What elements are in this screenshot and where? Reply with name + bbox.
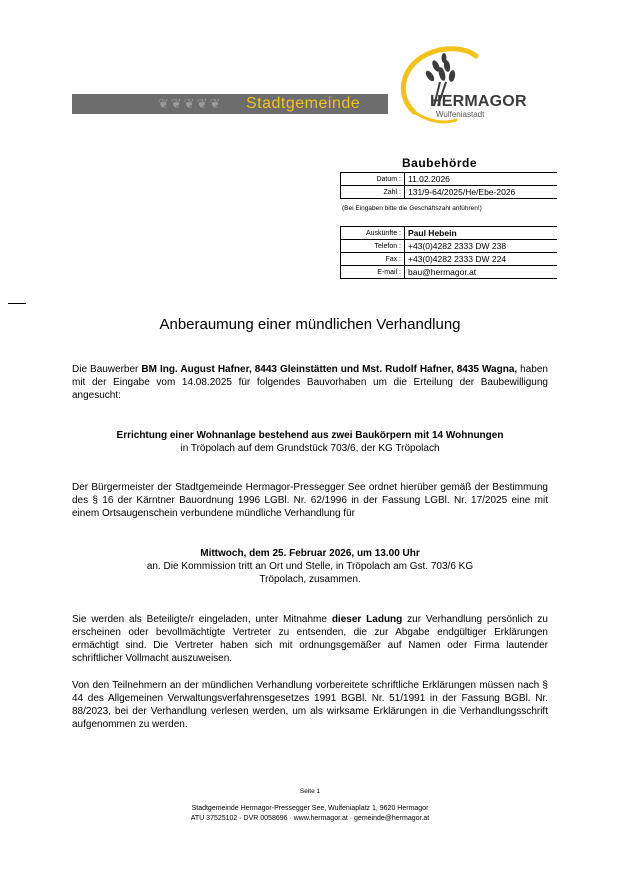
logo-subtitle: Wulfeniastadt [436,110,485,119]
banner-label: Stadtgemeinde [246,95,361,112]
project-location: in Tröpolach auf dem Grundstück 703/6, der KG Tröpolach [180,443,440,454]
page-number: Seite 1 [299,788,321,795]
invitation-pre: Sie werden als Beteiligte/r eingeladen, unter Mitnahme [72,614,332,625]
fax-value: +43(0)4282 2333 DW 224 [405,253,558,266]
fax-key: Fax : [341,253,405,266]
intro-post: haben mit der Eingabe vom 14.08.2025 für folgendes Bauvorhaben um die Erteilung der Baubewilligung angesucht: [72,364,548,401]
hearing-date: Mittwoch, dem 25. Februar 2026, um 13.00 Uhr [200,548,420,559]
reference-note: (Bei Eingaben bitte die Geschäftszahl anführen!) [342,205,482,212]
table-row [341,173,558,186]
phone-key: Telefon : [341,240,405,253]
invitation-paragraph [72,613,548,665]
document-title: Anberaumung einer mündlichen Verhandlung [159,316,461,333]
table-row [341,186,558,199]
invitation-post: zur Verhandlung persönlich zu erscheinen oder bevollmächtigte Vertreter zu entsenden, die zur Abgabe endgültiger Erklärungen ermächtigt sind. Die Vertreter haben sich mit ordnungsgemäßer auf Namen oder Firma lautender schriftlicher Vollmacht auszuweisen. [72,614,548,664]
email-key: E-mail : [341,266,405,279]
closing-paragraph: Von den Teilnehmern an der mündlichen Verhandlung vorbereitete schriftliche Erklärungen müssen nach § 44 des Allgemeinen Verwaltungsverfahrensgesetzes 1991 BGBl. Nr. 51/1991 in der Fassung BGBl. Nr. 88/2023, bei der Verhandlung verlesen werden, um als wirksame Erklärungen in die Verhandlungsschrift aufgenommen zu werden. [72,680,548,730]
file-number-key: Zahl : [341,186,405,199]
applicants: BM Ing. August Hafner, 8443 Gleinstätten und Mst. Rudolf Hafner, 8435 Wagna, [141,364,518,375]
date-key: Datum : [341,173,405,186]
phone-value: +43(0)4282 2333 DW 238 [405,240,558,253]
date-value: 11.02.2026 [405,173,558,186]
footer-address: Stadtgemeinde Hermagor-Pressegger See, Wulfeniaplatz 1, 9620 Hermagor [191,805,429,812]
project-title: Errichtung einer Wohnanlage bestehend aus zwei Baukörpern mit 14 Wohnungen [116,430,504,441]
contact-table [340,226,557,279]
file-number-value: 131/9-64/2025/He/Ebe-2026 [405,186,558,199]
reference-table [340,172,557,199]
footer-ids: ATU 37525102 · DVR 0058696 · www.hermagor.at · gemeinde@hermagor.at [190,815,430,822]
contact-person-key: Auskünfte : [341,227,405,240]
hearing-place: an. Die Kommission tritt an Ort und Stelle, in Tröpolach am Gst. 703/6 KG Tröpolach, zusammen. [146,561,474,585]
wheat-pattern-icon: ❦❦❦❦❦ [158,96,223,111]
table-row [341,240,558,253]
table-row [341,253,558,266]
table-row [341,227,558,240]
office-title: Baubehörde [402,156,478,170]
table-row [341,266,558,279]
email-value: bau@hermagor.at [405,266,558,279]
logo-name: HERMAGOR [430,93,527,110]
intro-paragraph [72,363,548,402]
fold-mark [8,303,26,304]
order-paragraph: Der Bürgermeister der Stadtgemeinde Hermagor-Pressegger See ordnet hierüber gemäß der Bestimmung des § 16 der Kärntner Bauordnung 1996 LGBl. Nr. 62/1996 in der Fassung LGBl. Nr. 17/2025 eine mit einem Ortsaugenschein verbundene mündliche Verhandlung für [72,482,548,519]
invitation-emphasis: dieser Ladung [331,614,403,625]
intro-pre: Die Bauwerber [72,364,142,375]
contact-person-value: Paul Hebein [405,227,558,240]
